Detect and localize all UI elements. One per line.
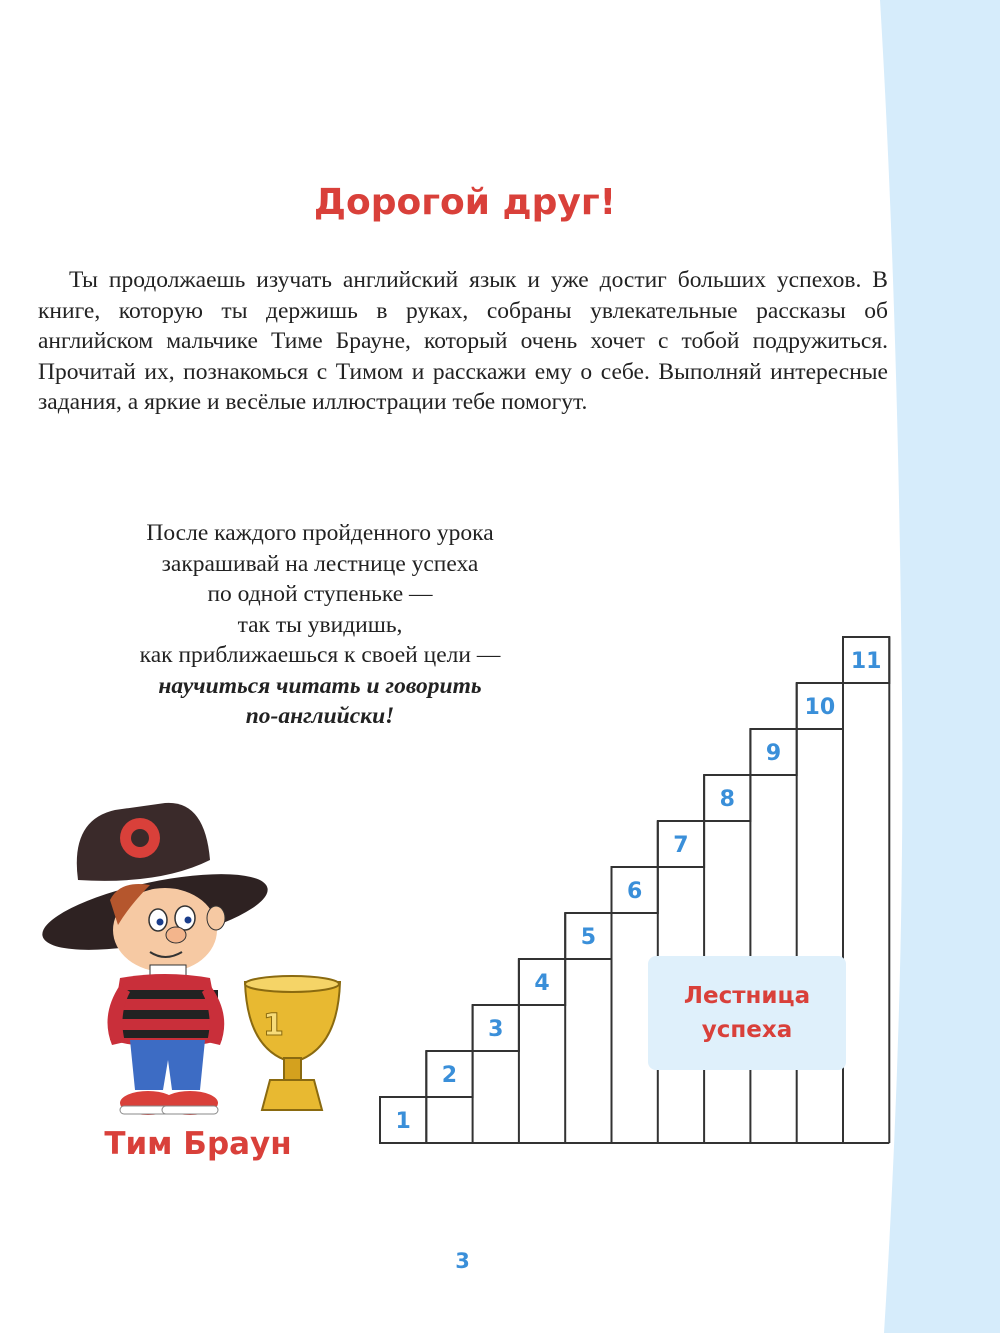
instruction-line: по одной ступеньке — [207, 581, 433, 607]
instruction-line: так ты увидишь, [237, 611, 403, 638]
intro-paragraph: Ты продолжаешь изучать английский язык и уже достиг больших успехов. В книге, которую ты держишь в руках, собраны увлекательные рассказы об английском мальчике Тиме Брауне, который очень хочет с тобой подружиться. Прочитай их, познакомься с Тимом и расскажи ему о себе. Выполняй интересные задания, а яркие и весёлые иллюстрации тебе помогут. [38, 267, 888, 415]
staircase-label-line: успеха [701, 1017, 793, 1043]
character-name: Тим Браун [104, 1126, 292, 1162]
stair-step-number: 4 [534, 971, 550, 996]
page-number: 3 [455, 1249, 470, 1273]
instruction-line: закрашивай на лестнице успеха [161, 550, 479, 577]
staircase-label-line: Лестница [683, 983, 811, 1009]
stair-step-number: 10 [804, 695, 836, 720]
stair-step-number: 3 [488, 1017, 504, 1042]
stair-step-number: 2 [441, 1063, 458, 1088]
instruction-line: как приближаешься к своей цели — [139, 642, 501, 668]
stair-step-number: 5 [580, 925, 597, 950]
stair-step-number: 1 [395, 1109, 411, 1134]
stair-step-number: 7 [673, 833, 689, 858]
stair-step-number: 11 [850, 649, 882, 674]
trophy-number: 1 [263, 1008, 284, 1043]
instruction-emphasis: научиться читать и говорить [158, 672, 482, 699]
stair-step-number: 6 [626, 879, 643, 904]
instruction-line: После каждого пройденного урока [146, 520, 494, 546]
page-title: Дорогой друг! [313, 182, 617, 223]
instruction-emphasis: по-английски! [245, 703, 395, 729]
stair-step-number: 8 [719, 787, 735, 812]
stair-step-number: 9 [765, 741, 782, 766]
